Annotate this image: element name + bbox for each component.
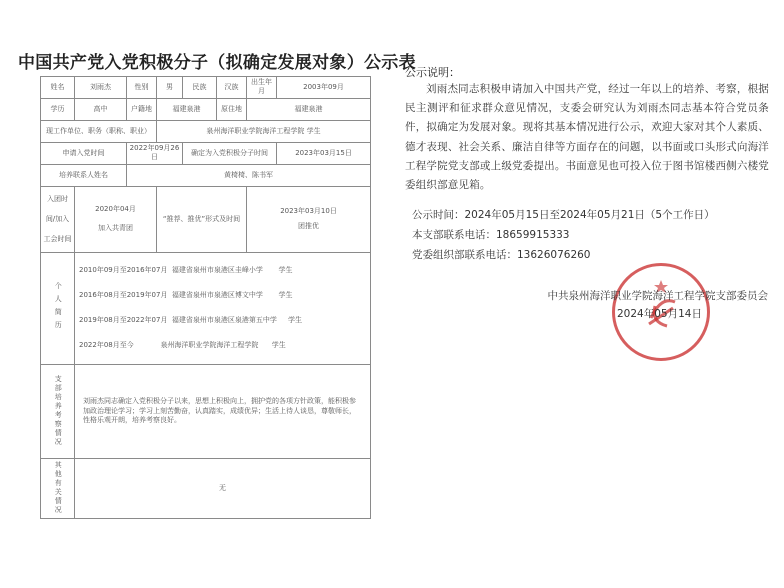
notice-period: 公示时间：2024年05月15日至2024年05月21日（5个工作日）: [412, 209, 715, 221]
review-label: 支部培养考察情况: [41, 364, 75, 458]
name-value: 刘雨杰: [75, 77, 127, 99]
recommend-date: 2023年03月10日: [280, 206, 337, 215]
signature-org: 中共泉州海洋职业学院海洋工程学院支部委员会: [547, 290, 768, 302]
resume-label: 个人简历: [41, 252, 75, 364]
workplace-label: 现工作单位、职务（职称、职业）: [41, 120, 157, 142]
notice-title: 公示说明：: [405, 66, 460, 79]
workplace-value: 泉州海洋职业学院海洋工程学院 学生: [157, 120, 371, 142]
resume-entry: 2010年09月至2016年07月 福建省泉州市泉港区圭峰小学 学生: [79, 266, 293, 275]
education-value: 高中: [75, 98, 127, 120]
origin-label: 原住地: [217, 98, 247, 120]
contact-value: 黄椅椅、陈书军: [127, 164, 371, 186]
name-label: 姓名: [41, 77, 75, 99]
gender-value: 男: [157, 77, 183, 99]
origin-value: 福建泉港: [247, 98, 371, 120]
gender-label: 性别: [127, 77, 157, 99]
signature-date: 2024年05月14日: [617, 308, 702, 320]
resume-cell: [75, 252, 371, 364]
active-date-value: 2023年03月15日: [277, 142, 371, 164]
branch-phone: 本支部联系电话：18659915333: [412, 229, 570, 241]
org-phone: 党委组织部联系电话：13626076260: [412, 249, 591, 261]
education-label: 学历: [41, 98, 75, 120]
ethnicity-label: 民族: [183, 77, 217, 99]
resume-entry: 2022年08月至今 泉州海洋职业学院海洋工程学院 学生: [79, 341, 286, 350]
resume-entry: 2019年08月至2022年07月 福建省泉州市泉港区泉港第五中学 学生: [79, 316, 303, 325]
contact-label: 培养联系人姓名: [41, 164, 127, 186]
notice-body: 刘雨杰同志积极申请加入中国共产党，经过一年以上的培养、考察，根据民主测评和征求群众意见情况，支委会研究认为刘雨杰同志基本符合党员条件，拟确定为发展对象。现将其基本情况进行公示，欢迎大家对其个人素质、德才表现、社会关系、廉洁自律等方面存在的问题，以书面或口头形式向海洋工程学院党支部或上级党委提出。书面意见也可投入位于图书馆楼西侧六楼党委组织部意见箱。: [405, 83, 769, 192]
dob-label: 出生年月: [247, 77, 277, 99]
active-date-label: 确定为入党积极分子时间: [183, 142, 277, 164]
candidate-info-table: [40, 76, 371, 519]
review-text: 刘雨杰同志确定入党积极分子以来，思想上积极向上，拥护党的各项方针政策，能积极参加政治理论学习；学习上刻苦勤奋，认真踏实，成绩优异；生活上待人谈恳，尊敬师长，性格乐观开朗，培养考察良好。: [75, 364, 371, 458]
page-title: 中国共产党入党积极分子（拟确定发展对象）公示表: [18, 53, 416, 73]
dob-value: 2003年09月: [277, 77, 371, 99]
resume-entry: 2016年08月至2019年07月 福建省泉州市泉港区博文中学 学生: [79, 291, 293, 300]
other-value: 无: [75, 458, 371, 518]
huji-label: 户籍地: [127, 98, 157, 120]
apply-date-value: 2022年09月26日: [127, 142, 183, 164]
league-date-label: 入团时间/加入工会时间: [41, 186, 75, 252]
other-label: 其他有关情况: [41, 458, 75, 518]
recommend-form: 团推优: [298, 222, 319, 231]
league-date-cell: [75, 186, 157, 252]
league-note: 加入共青团: [98, 224, 133, 233]
huji-value: 福建泉港: [157, 98, 217, 120]
apply-date-label: 申请入党时间: [41, 142, 127, 164]
ethnicity-value: 汉族: [217, 77, 247, 99]
recommend-cell: [247, 186, 371, 252]
recommend-label: “推荐、推优”形式及时间: [157, 186, 247, 252]
league-date-value: 2020年04月: [95, 204, 136, 213]
